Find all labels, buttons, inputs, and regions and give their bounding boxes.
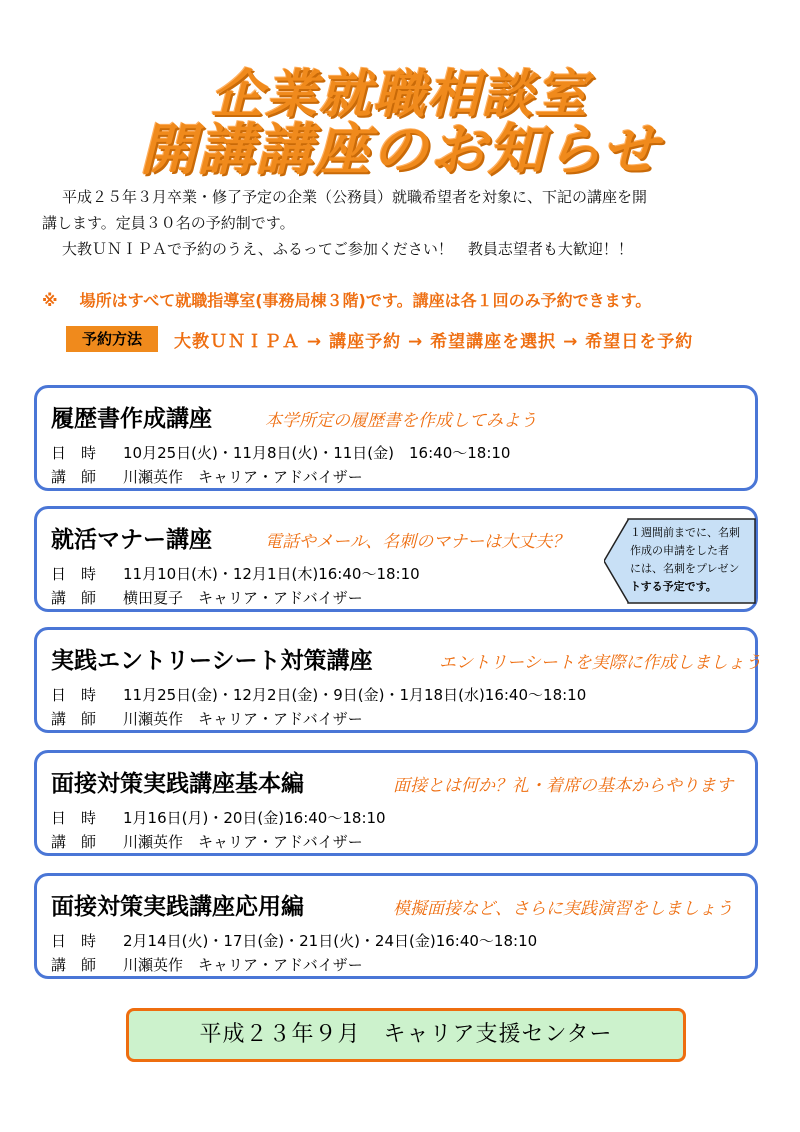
datetime-label: 日 時 [51,686,97,704]
course-datetime-row [51,684,586,705]
course-datetime-row [51,442,510,463]
datetime-label: 日 時 [51,809,97,827]
course-instructor: 川瀬英作 キャリア・アドバイザー [123,710,363,728]
instructor-label: 講 師 [51,956,97,974]
course-datetime-row [51,563,420,584]
business-card-callout [604,518,756,604]
course-instructor-row [51,831,363,852]
course-datetime: 10月25日(火)・11月8日(火)・11日(金) 16:40〜18:10 [123,444,511,462]
callout-text [630,524,754,596]
instructor-label: 講 師 [51,468,97,486]
instructor-label: 講 師 [51,589,97,607]
callout-line-3: には、名刺をプレゼン [630,562,740,575]
course-datetime: 11月10日(木)・12月1日(木)16:40〜18:10 [123,565,420,583]
intro-text-line-1: 平成２５年３月卒業・修了予定の企業（公務員）就職希望者を対象に、下記の講座を開 [62,188,648,206]
datetime-label: 日 時 [51,444,97,462]
course-title: 履歴書作成講座 [51,406,212,432]
reservation-method-label: 予約方法 [66,326,158,352]
callout-line-4: トする予定です。 [630,580,717,593]
course-title: 就活マナー講座 [51,527,212,553]
page-title-line-1: 企業就職相談室 [210,65,589,125]
course-datetime-row [51,930,537,951]
course-datetime: 2月14日(火)・17日(金)・21日(火)・24日(金)16:40〜18:10 [123,932,538,950]
intro-text-line-2: 講します。定員３０名の予約制です。 [42,214,295,232]
reservation-method-steps: 大教ＵＮＩＰＡ → 講座予約 → 希望講座を選択 → 希望日を予約 [174,332,694,352]
course-title: 面接対策実践講座基本編 [51,771,304,797]
course-card-resume [34,385,758,491]
notice-mark: ※ [42,291,58,310]
notice-text: 場所はすべて就職指導室(事務局棟３階)です。講座は各１回のみ予約できます。 [79,291,652,310]
callout-line-2: 作成の申請をした者 [630,544,729,557]
course-card-interview-basic [34,750,758,856]
course-subtitle: 本学所定の履歴書を作成してみよう [265,411,537,431]
course-title: 実践エントリーシート対策講座 [51,648,373,674]
course-instructor-row [51,708,363,729]
course-subtitle: 模擬面接など、さらに実践演習をしましょう [393,899,733,919]
course-datetime: 1月16日(月)・20日(金)16:40〜18:10 [123,809,386,827]
course-subtitle: 電話やメール、名刺のマナーは大丈夫？ [265,532,570,552]
course-datetime: 11月25日(金)・12月2日(金)・9日(金)・1月18日(水)16:40〜18:10 [123,686,587,704]
instructor-label: 講 師 [51,710,97,728]
course-subtitle: エントリーシートを実際に作成しましょう [439,653,762,673]
course-instructor: 横田夏子 キャリア・アドバイザー [123,589,363,607]
instructor-label: 講 師 [51,833,97,851]
course-instructor-row [51,466,363,487]
course-instructor-row [51,954,363,975]
course-instructor-row [51,587,363,608]
course-card-interview-advanced [34,873,758,979]
datetime-label: 日 時 [51,932,97,950]
callout-line-1: １週間前までに、名刺 [630,526,740,539]
page-title-line-2: 開講講座のお知らせ [139,118,661,183]
course-instructor: 川瀬英作 キャリア・アドバイザー [123,956,363,974]
datetime-label: 日 時 [51,565,97,583]
course-instructor: 川瀬英作 キャリア・アドバイザー [123,833,363,851]
course-card-entry-sheet [34,627,762,733]
course-subtitle: 面接とは何か？礼・着席の基本からやります [393,776,733,796]
footer-issuer: 平成２３年９月 キャリア支援センター [126,1008,686,1062]
course-datetime-row [51,807,386,828]
course-instructor: 川瀬英作 キャリア・アドバイザー [123,468,363,486]
location-notice [42,288,782,311]
course-title: 面接対策実践講座応用編 [51,894,304,920]
intro-text-line-3: 大教ＵＮＩＰＡで予約のうえ、ふるってご参加ください！ 教員志望者も大歓迎！！ [62,240,633,258]
